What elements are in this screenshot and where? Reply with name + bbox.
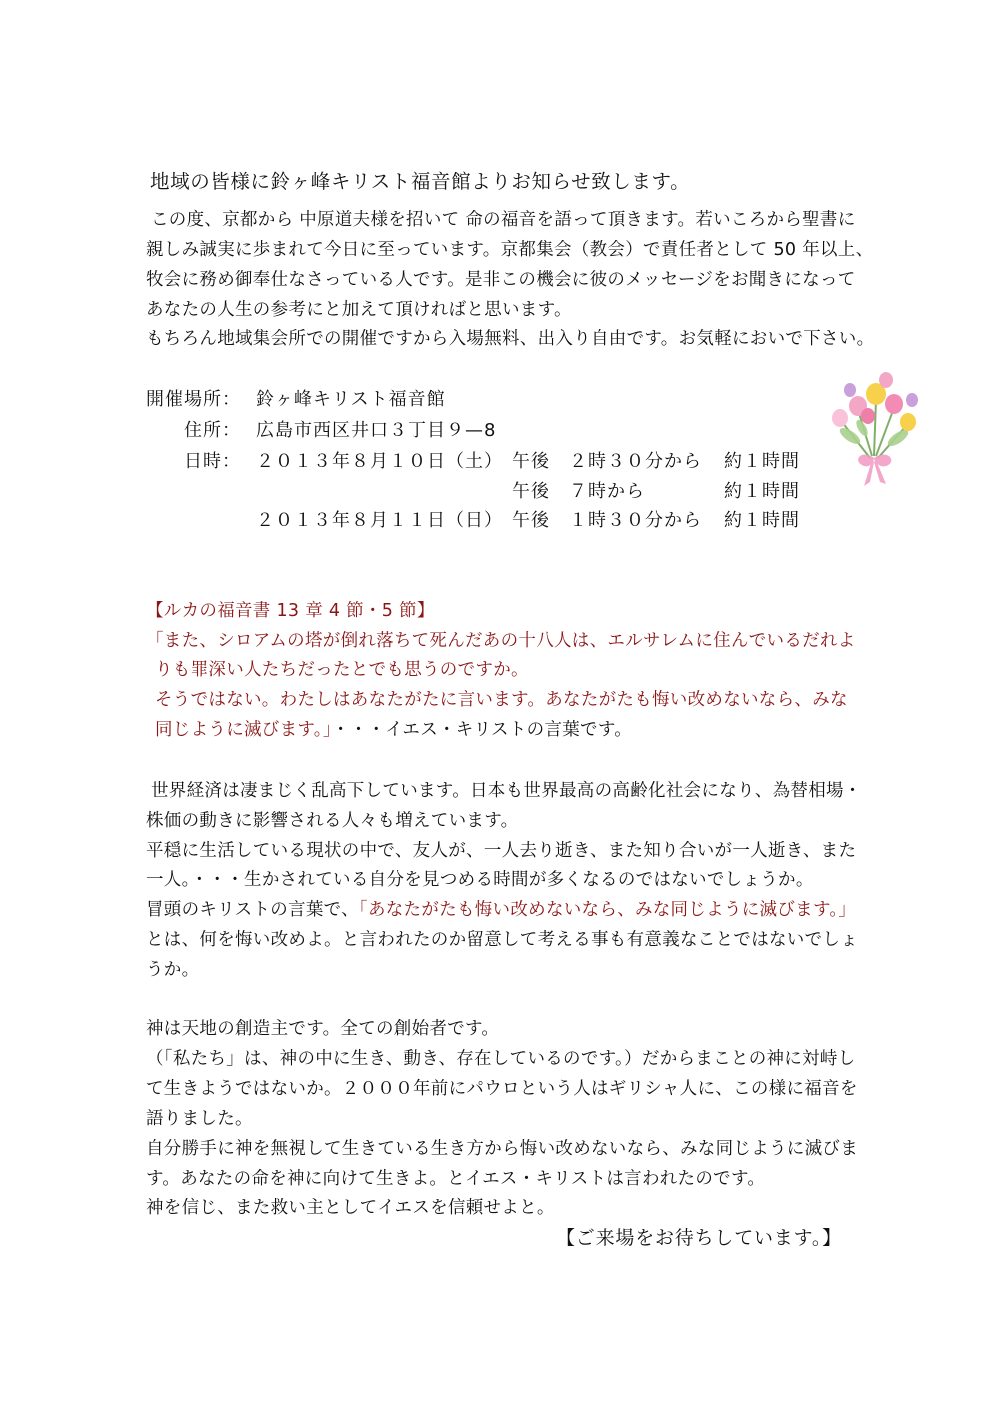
session-time: 午後 ２時３０分から [512,451,702,472]
body-quote-line [146,899,856,921]
body-line: 株価の動きに影響される人々も増えています。 [146,811,519,831]
scripture-line: 「また、シロアムの塔が倒れ落ちて死んだあの十八人は、エルサレムに住んでいるだれよ [146,631,856,651]
closing-message: 【ご来場をお待ちしています。】 [556,1227,842,1249]
datetime-label: 日時： [184,451,241,472]
scripture-quote-end: 同じように滅びます。」 [155,720,332,740]
body-line: 自分勝手に神を無視して生きている生き方から悔い改めないなら、みな同じように滅びま [146,1139,858,1159]
session-duration: 約１時間 [724,510,800,531]
body-line: す。あなたの命を神に向けて生きよ。とイエス・キリストは言われたのです。 [146,1169,766,1189]
body-line: （「私たち」は、神の中に生き、動き、存在しているのです。）だからまことの神に対峙し [146,1049,856,1069]
scripture-line: りも罪深い人たちだったとでも思うのですか。 [155,660,529,680]
session-time: 午後 １時３０分から [512,510,702,531]
session-duration: 約１時間 [724,481,800,502]
body-line: 平穏に生活している現状の中で、友人が、一人去り逝き、また知り合いが一人逝き、また [146,841,857,861]
flower-bouquet-icon [812,370,924,488]
body-line: 神を信じ、また救い主としてイエスを信頼せよと。 [146,1198,555,1218]
intro-line: この度、京都から 中原道夫様を招いて 命の福音を語って頂きます。若いころから聖書に [151,210,856,230]
body-line: 世界経済は凄まじく乱高下しています。日本も世界最高の高齢化社会になり、為替相場・ [151,781,862,801]
body-line: 神は天地の創造主です。全ての創始者です。 [146,1019,500,1039]
address-value: 広島市西区井口３丁目９—8 [256,420,497,441]
venue-label: 開催場所： [146,389,241,410]
session-date: ２０１３年８月１１日（日） [256,510,503,531]
body-line: 語りました。 [146,1109,253,1129]
body-line: うか。 [146,960,200,980]
scripture-reference: 【ルカの福音書 13 章 4 節・5 節】 [146,601,435,621]
body-line: て生きようではないか。２０００年前にパウロという人はギリシャ人に、この様に福音を [146,1079,858,1099]
scripture-last-line [155,719,632,741]
body-quote-prefix: 冒頭のキリストの言葉で、 [146,900,359,920]
scripture-attribution: ・・・イエス・キリストの言葉です。 [331,720,633,740]
session-time: 午後 ７時から [512,481,645,502]
intro-line: あなたの人生の参考にと加えて頂ければと思います。 [146,300,572,320]
body-quote: 「あなたがたも悔い改めないなら、みな同じように滅びます。」 [358,900,857,920]
venue-value: 鈴ヶ峰キリスト福音館 [256,389,446,410]
greeting-headline: 地域の皆様に鈴ヶ峰キリスト福音館よりお知らせ致します。 [150,170,691,193]
intro-line: もちろん地域集会所での開催ですから入場無料、出入り自由です。お気軽においで下さい。 [146,329,875,349]
intro-line: 親しみ誠実に歩まれて今日に至っています。京都集会（教会）で責任者として 50 年以上、 [146,240,874,260]
body-line: とは、何を悔い改めよ。と言われたのか留意して考える事も有意義なことではないでしょ [146,930,858,950]
address-label: 住所： [184,420,241,441]
body-line: 一人。・・・生かされている自分を見つめる時間が多くなるのではないでしょうか。 [146,870,814,890]
session-duration: 約１時間 [724,451,800,472]
intro-line: 牧会に務め御奉仕なさっている人です。是非この機会に彼のメッセージをお聞きになって [146,270,856,290]
scripture-line: そうではない。わたしはあなたがたに言います。あなたがたも悔い改めないなら、みな [155,690,848,710]
session-date: ２０１３年８月１０日（土） [256,451,503,472]
